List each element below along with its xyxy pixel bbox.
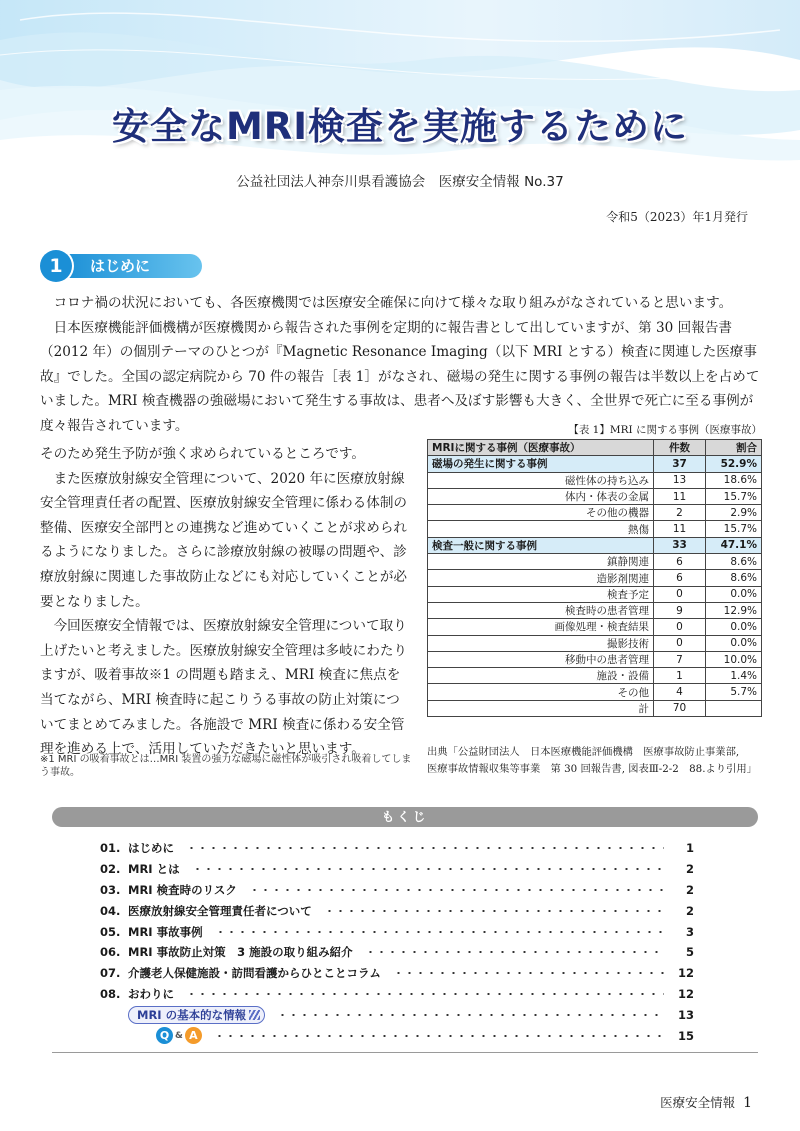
row-count: 70 xyxy=(654,700,706,716)
toc-page-number: 2 xyxy=(685,862,694,877)
table-row xyxy=(428,472,762,488)
intro-paragraphs-wide xyxy=(40,291,762,439)
table-row xyxy=(428,570,762,586)
table-row xyxy=(428,651,762,667)
toc-item-title: はじめに xyxy=(128,841,174,856)
section-title: はじめに xyxy=(60,254,202,278)
toc-item-title: MRI 事故防止対策 3 施設の取り組み紹介 xyxy=(128,945,353,960)
row-percent: 52.9% xyxy=(706,456,762,472)
row-count: 7 xyxy=(654,651,706,667)
row-label: 磁場の発生に関する事例 xyxy=(428,456,654,472)
table-row xyxy=(428,700,762,716)
table-row xyxy=(428,537,762,553)
row-percent xyxy=(706,700,762,716)
toc-item[interactable] xyxy=(100,859,694,880)
page-footer xyxy=(660,1093,752,1111)
row-percent: 8.6% xyxy=(706,554,762,570)
table-row xyxy=(428,554,762,570)
toc-item[interactable] xyxy=(100,942,694,963)
row-percent: 15.7% xyxy=(706,488,762,504)
source-line: 出典「公益財団法人 日本医療機能評価機構 医療事故防止事業部, xyxy=(427,746,740,758)
toc-page-number: 5 xyxy=(685,945,694,960)
toc-item-number: 07. xyxy=(100,966,121,981)
toc-item-number: 05. xyxy=(100,924,121,939)
column-header: 件数 xyxy=(654,440,706,456)
mri-incident-table xyxy=(427,439,762,717)
header-wave-decoration xyxy=(0,0,800,190)
toc-item-title: 医療放射線安全管理責任者について xyxy=(128,903,312,918)
row-label: 施設・設備 xyxy=(428,668,654,684)
paragraph: 日本医療機能評価機構が医療機関から報告された事例を定期的に報告書として出していますが、第 30 回報告書（2012 年）の個別テーマのひとつが『Magnetic Resonance Imaging（以下 MRI とする）検査に関連した医療事故』でした。全国の認定病院から 70 件の報告［表 1］がなされ、磁場の発生に関する事例の報告は半数以上を占めていました。MRI 検査機器の強磁場において発生する事故は、患者へ及ぼす影響も大きく、全世界で死亡に至る事例が度々報告されています。 xyxy=(40,319,760,434)
source-line: 医療事故情報収集等事業 第 30 回報告書, 図表Ⅲ-2-2 88.より引用」 xyxy=(427,763,757,775)
table-header-row xyxy=(428,440,762,456)
leader-dots xyxy=(393,972,664,974)
row-count: 0 xyxy=(654,635,706,651)
row-count: 6 xyxy=(654,554,706,570)
table-row xyxy=(428,505,762,521)
column-header: MRIに関する事例（医療事故） xyxy=(428,440,654,456)
table-row xyxy=(428,456,762,472)
row-percent: 12.9% xyxy=(706,602,762,618)
answer-icon: A xyxy=(185,1027,202,1044)
row-label: 検査予定 xyxy=(428,586,654,602)
row-label: 検査時の患者管理 xyxy=(428,602,654,618)
leader-dots xyxy=(186,993,664,995)
toc-item-title: MRI とは xyxy=(128,862,180,877)
toc-page-number: 13 xyxy=(677,1007,694,1022)
toc-page-number: 15 xyxy=(677,1028,694,1043)
leader-dots xyxy=(365,951,664,953)
row-percent: 15.7% xyxy=(706,521,762,537)
row-label: 造影剤関連 xyxy=(428,570,654,586)
row-count: 2 xyxy=(654,505,706,521)
table-row xyxy=(428,602,762,618)
table-row xyxy=(428,586,762,602)
toc-item[interactable] xyxy=(100,984,694,1005)
row-percent: 0.0% xyxy=(706,586,762,602)
row-label: 計 xyxy=(428,700,654,716)
toc-page-number: 2 xyxy=(685,882,694,897)
toc-item-title: 介護老人保健施設・訪問看護からひとことコラム xyxy=(128,966,381,981)
toc-heading: もくじ xyxy=(52,807,758,827)
toc-page-number: 1 xyxy=(685,841,694,856)
column-header: 割合 xyxy=(706,440,762,456)
row-percent: 5.7% xyxy=(706,684,762,700)
toc-item-number: 04. xyxy=(100,903,121,918)
row-label: 検査一般に関する事例 xyxy=(428,537,654,553)
qa-icon: Q & A xyxy=(156,1027,202,1044)
toc-item-number: 02. xyxy=(100,862,121,877)
toc-item-number: 08. xyxy=(100,986,121,1001)
toc-row-qa[interactable] xyxy=(100,1025,694,1046)
toc-page-number: 3 xyxy=(685,924,694,939)
basic-info-badge: MRI の基本的な情報 xyxy=(128,1006,265,1024)
row-percent: 1.4% xyxy=(706,668,762,684)
section-number-badge: 1 xyxy=(40,250,72,282)
row-percent: 18.6% xyxy=(706,472,762,488)
toc-page-number: 12 xyxy=(677,986,694,1001)
paragraph: 今回医療安全情報では、医療放射線安全管理について取り上げたいと考えました。医療放射線安全管理は多岐にわたりますが、吸着事故※1 の問題も踏まえ、MRI 検査に焦点を当てながら、MRI 検査時に起こりうる事故の防止対策についてまとめてみました。各施設で MRI 検査に係わる安全管理を進める上で、活用していただきたいと思います。 xyxy=(40,618,408,758)
toc-item[interactable] xyxy=(100,921,694,942)
table-row xyxy=(428,635,762,651)
leader-dots xyxy=(277,1014,664,1016)
row-count: 1 xyxy=(654,668,706,684)
row-percent: 47.1% xyxy=(706,537,762,553)
footer-label: 医療安全情報 xyxy=(660,1095,736,1110)
leader-dots xyxy=(192,868,664,870)
toc-item[interactable] xyxy=(100,838,694,859)
leader-dots xyxy=(249,889,664,891)
row-label: 画像処理・検査結果 xyxy=(428,619,654,635)
toc-item[interactable] xyxy=(100,900,694,921)
row-label: 鎮静関連 xyxy=(428,554,654,570)
toc-item-title: おわりに xyxy=(128,986,174,1001)
row-count: 33 xyxy=(654,537,706,553)
row-percent: 10.0% xyxy=(706,651,762,667)
page-title: 安全なMRI検査を実施するために xyxy=(111,105,689,148)
row-count: 11 xyxy=(654,488,706,504)
section-heading-intro xyxy=(40,250,202,282)
footnote: ※1 MRI の吸着事故とは…MRI 装置の強力な磁場に磁性体が吸引され吸着してしまう事故。 xyxy=(40,754,412,778)
row-count: 11 xyxy=(654,521,706,537)
row-percent: 2.9% xyxy=(706,505,762,521)
table-row xyxy=(428,684,762,700)
row-count: 13 xyxy=(654,472,706,488)
row-percent: 0.0% xyxy=(706,635,762,651)
row-label: その他の機器 xyxy=(428,505,654,521)
row-percent: 0.0% xyxy=(706,619,762,635)
paragraph: そのため発生予防が強く求められているところです。 xyxy=(40,446,366,462)
table-of-contents xyxy=(100,838,694,1046)
question-icon: Q xyxy=(156,1027,173,1044)
toc-page-number: 2 xyxy=(685,903,694,918)
issue-date: 令和5（2023）年1月発行 xyxy=(606,210,748,224)
row-label: 撮影技術 xyxy=(428,635,654,651)
paragraph: また医療放射線安全管理について、2020 年に医療放射線安全管理責任者の配置、医療放射線安全管理に係わる体制の整備、医療安全部門との連携など進めていくことが求められるようになりました。さらに診療放射線の被曝の問題や、診療放射線に関連した事故防止などにも対応していくことが必要となりました。 xyxy=(40,470,408,610)
table-row xyxy=(428,668,762,684)
row-percent: 8.6% xyxy=(706,570,762,586)
toc-item-number: 06. xyxy=(100,945,121,960)
toc-page-number: 12 xyxy=(677,966,694,981)
row-count: 37 xyxy=(654,456,706,472)
paragraph: コロナ禍の状況においても、各医療機関では医療安全確保に向けて様々な取り組みがなされていると思います。 xyxy=(53,295,733,311)
toc-item[interactable] xyxy=(100,963,694,984)
table-row xyxy=(428,619,762,635)
row-label: その他 xyxy=(428,684,654,700)
row-count: 9 xyxy=(654,602,706,618)
intro-paragraphs-narrow xyxy=(40,442,412,762)
leader-dots xyxy=(186,847,664,849)
table-row xyxy=(428,521,762,537)
toc-row-basic-info[interactable] xyxy=(100,1004,694,1025)
publisher-subtitle: 公益社団法人神奈川県看護協会 医療安全情報 No.37 xyxy=(236,174,564,190)
leader-dots xyxy=(215,931,664,933)
row-count: 4 xyxy=(654,684,706,700)
toc-item-title: MRI 事故事例 xyxy=(128,924,203,939)
row-count: 6 xyxy=(654,570,706,586)
toc-item[interactable] xyxy=(100,880,694,901)
table-caption: 【表 1】MRI に関する事例（医療事故） xyxy=(568,424,762,436)
leader-dots xyxy=(214,1035,664,1037)
table-row xyxy=(428,488,762,504)
toc-item-number: 03. xyxy=(100,882,121,897)
row-label: 磁性体の持ち込み xyxy=(428,472,654,488)
leader-dots xyxy=(324,910,664,912)
page-number: 1 xyxy=(743,1095,752,1111)
footer-divider xyxy=(52,1052,758,1053)
row-label: 熱傷 xyxy=(428,521,654,537)
toc-item-number: 01. xyxy=(100,841,121,856)
row-count: 0 xyxy=(654,586,706,602)
toc-item-title: MRI 検査時のリスク xyxy=(128,882,237,897)
row-count: 0 xyxy=(654,619,706,635)
row-label: 体内・体表の金属 xyxy=(428,488,654,504)
table-source xyxy=(427,744,767,778)
row-label: 移動中の患者管理 xyxy=(428,651,654,667)
